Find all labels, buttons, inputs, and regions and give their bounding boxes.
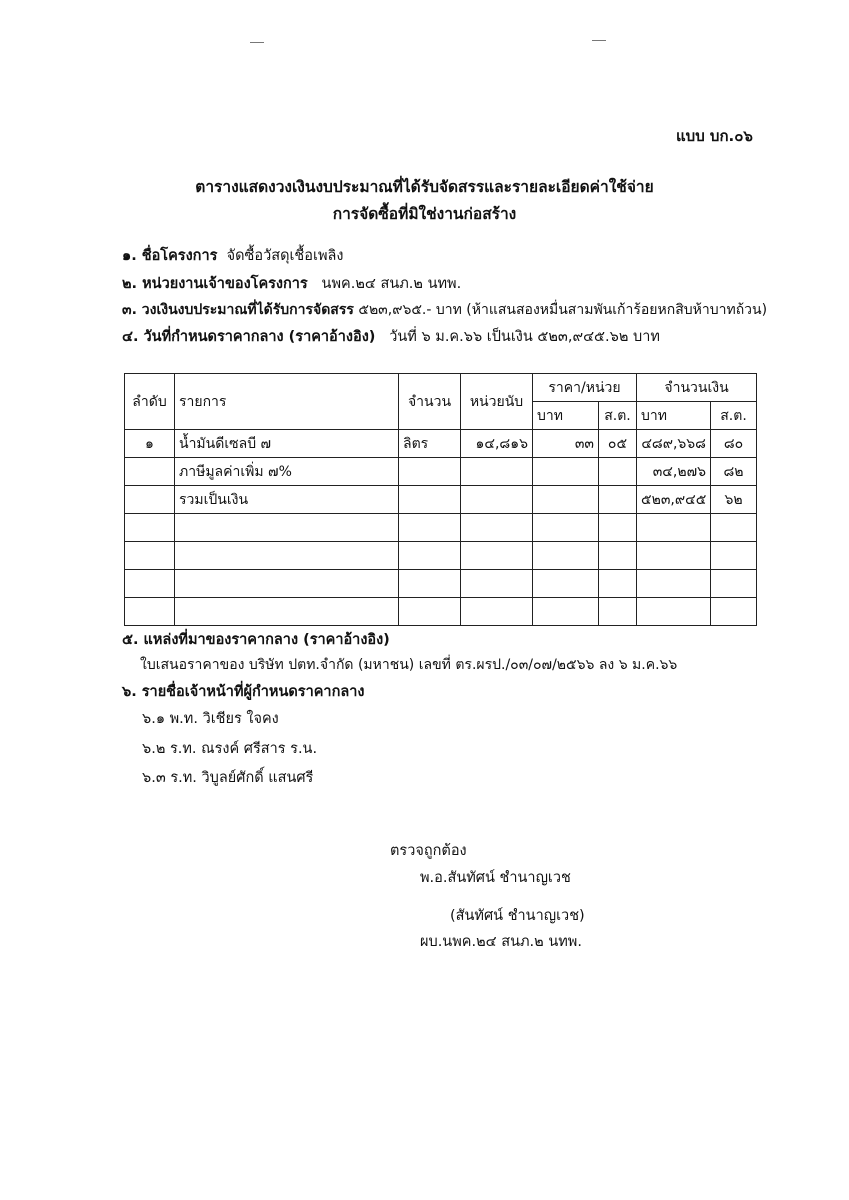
- cell-qty: [399, 486, 461, 514]
- cell-price-satang: [599, 570, 637, 598]
- cell-price-baht: [533, 570, 599, 598]
- cell-unit: [461, 598, 533, 626]
- cell-unit: ๑๔,๘๑๖: [461, 430, 533, 458]
- cell-price-satang: [599, 514, 637, 542]
- cell-price-satang: [599, 598, 637, 626]
- header-amount-baht: บาท: [637, 402, 711, 430]
- header-price-baht: บาท: [533, 402, 599, 430]
- cell-no: [125, 542, 175, 570]
- header-item: รายการ: [175, 374, 399, 430]
- budget-value: ๕๒๓,๙๖๕.- บาท (ห้าแสนสองหมื่นสามพันเก้าร้อยหกสิบห้าบาทถ้วน): [358, 302, 768, 318]
- table-row: [125, 514, 757, 542]
- cell-qty: [399, 514, 461, 542]
- table-row: [125, 570, 757, 598]
- cell-unit: [461, 486, 533, 514]
- source-value: ใบเสนอราคาของ บริษัท ปตท.จำกัด (มหาชน) เลขที่ ตร.ผรป./๐๓/๐๗/๒๕๖๖ ลง ๖ ม.ค.๖๖: [140, 657, 678, 673]
- cell-price-satang: ๐๕: [599, 430, 637, 458]
- committee-member: ๖.๑ พ.ท. วิเชียร ใจคง: [142, 711, 279, 727]
- cell-price-baht: [533, 598, 599, 626]
- owner-label: ๒. หน่วยงานเจ้าของโครงการ: [122, 276, 308, 292]
- header-price-satang: ส.ต.: [599, 402, 637, 430]
- table-row: [125, 430, 757, 458]
- table-row: [125, 458, 757, 486]
- cell-no: [125, 514, 175, 542]
- cell-no: [125, 486, 175, 514]
- cell-unit: [461, 458, 533, 486]
- project-line: [122, 244, 343, 267]
- median-date-line: [122, 325, 660, 348]
- header-no: ลำดับ: [125, 374, 175, 430]
- cell-amount-baht: [637, 514, 711, 542]
- committee-member: ๖.๒ ร.ท. ณรงค์ ศรีสาร ร.น.: [142, 741, 318, 757]
- cell-price-satang: [599, 486, 637, 514]
- cell-price-baht: [533, 514, 599, 542]
- project-label: ๑. ชื่อโครงการ: [122, 248, 218, 264]
- cell-item: [175, 570, 399, 598]
- cell-unit: [461, 570, 533, 598]
- document-subtitle: การจัดซื้อที่มิใช่งานก่อสร้าง: [332, 205, 517, 223]
- cell-amount-satang: ๖๒: [711, 486, 757, 514]
- cell-no: ๑: [125, 430, 175, 458]
- header-price-per-unit: ราคา/หน่วย: [533, 374, 637, 402]
- signer-position: ผบ.นพค.๒๔ สนภ.๒ นทพ.: [420, 934, 582, 950]
- cell-price-baht: [533, 458, 599, 486]
- cell-amount-satang: ๘๐: [711, 430, 757, 458]
- scan-mark-left: [250, 42, 264, 43]
- cell-no: [125, 458, 175, 486]
- cell-qty: [399, 542, 461, 570]
- cell-amount-baht: ๔๘๙,๖๖๘: [637, 430, 711, 458]
- cell-amount-satang: [711, 514, 757, 542]
- table-row: [125, 486, 757, 514]
- document-title: ตารางแสดงวงเงินงบประมาณที่ได้รับจัดสรรและรายละเอียดค่าใช้จ่าย: [195, 178, 654, 196]
- cell-item: รวมเป็นเงิน: [175, 486, 399, 514]
- cell-amount-baht: ๕๒๓,๙๔๕: [637, 486, 711, 514]
- scan-mark-right: [592, 40, 606, 41]
- cell-item: [175, 598, 399, 626]
- budget-line: [122, 299, 767, 321]
- cell-amount-baht: ๓๔,๒๗๖: [637, 458, 711, 486]
- median-date-value: วันที่ ๖ ม.ค.๖๖ เป็นเงิน ๕๒๓,๙๔๕.๖๒ บาท: [389, 329, 660, 345]
- owner-value: นพค.๒๔ สนภ.๒ นทพ.: [321, 276, 462, 292]
- cell-amount-baht: [637, 542, 711, 570]
- budget-table: [124, 373, 757, 626]
- cell-price-baht: [533, 542, 599, 570]
- cell-amount-satang: [711, 598, 757, 626]
- cell-amount-satang: [711, 570, 757, 598]
- cell-price-baht: ๓๓: [533, 430, 599, 458]
- project-value: จัดซื้อวัสดุเชื้อเพลิง: [226, 248, 344, 264]
- table-row: [125, 598, 757, 626]
- cell-item: ภาษีมูลค่าเพิ่ม ๗%: [175, 458, 399, 486]
- cell-item: [175, 514, 399, 542]
- cell-price-satang: [599, 458, 637, 486]
- cell-price-baht: [533, 486, 599, 514]
- budget-label: ๓. วงเงินงบประมาณที่ได้รับการจัดสรร: [122, 302, 354, 318]
- header-amount-satang: ส.ต.: [711, 402, 757, 430]
- cell-no: [125, 570, 175, 598]
- cell-amount-satang: ๘๒: [711, 458, 757, 486]
- cell-no: [125, 598, 175, 626]
- signer-rank-name: พ.อ.สันทัศน์ ชำนาญเวช: [420, 870, 571, 886]
- table-header-row: [125, 374, 757, 402]
- owner-line: [122, 272, 461, 295]
- verified-text: ตรวจถูกต้อง: [390, 843, 467, 859]
- median-date-label: ๔. วันที่กำหนดราคากลาง (ราคาอ้างอิง): [122, 329, 376, 345]
- cell-amount-baht: [637, 598, 711, 626]
- source-label: ๕. แหล่งที่มาของราคากลาง (ราคาอ้างอิง): [122, 632, 390, 648]
- cell-price-satang: [599, 542, 637, 570]
- cell-item: น้ำมันดีเซลบี ๗: [175, 430, 399, 458]
- header-amount: จำนวนเงิน: [637, 374, 757, 402]
- table-row: [125, 542, 757, 570]
- header-qty: จำนวน: [399, 374, 461, 430]
- committee-label: ๖. รายชื่อเจ้าหน้าที่ผู้กำหนดราคากลาง: [122, 684, 365, 700]
- cell-unit: [461, 514, 533, 542]
- form-code: แบบ บก.๐๖: [676, 127, 753, 145]
- header-unit: หน่วยนับ: [461, 374, 533, 430]
- cell-unit: [461, 542, 533, 570]
- signer-name: (สันทัศน์ ชำนาญเวช): [450, 908, 585, 924]
- cell-amount-satang: [711, 542, 757, 570]
- cell-qty: [399, 598, 461, 626]
- cell-qty: [399, 458, 461, 486]
- committee-member: ๖.๓ ร.ท. วิบูลย์ศักดิ์ แสนศรี: [142, 770, 314, 786]
- cell-qty: ลิตร: [399, 430, 461, 458]
- cell-item: [175, 542, 399, 570]
- cell-amount-baht: [637, 570, 711, 598]
- cell-qty: [399, 570, 461, 598]
